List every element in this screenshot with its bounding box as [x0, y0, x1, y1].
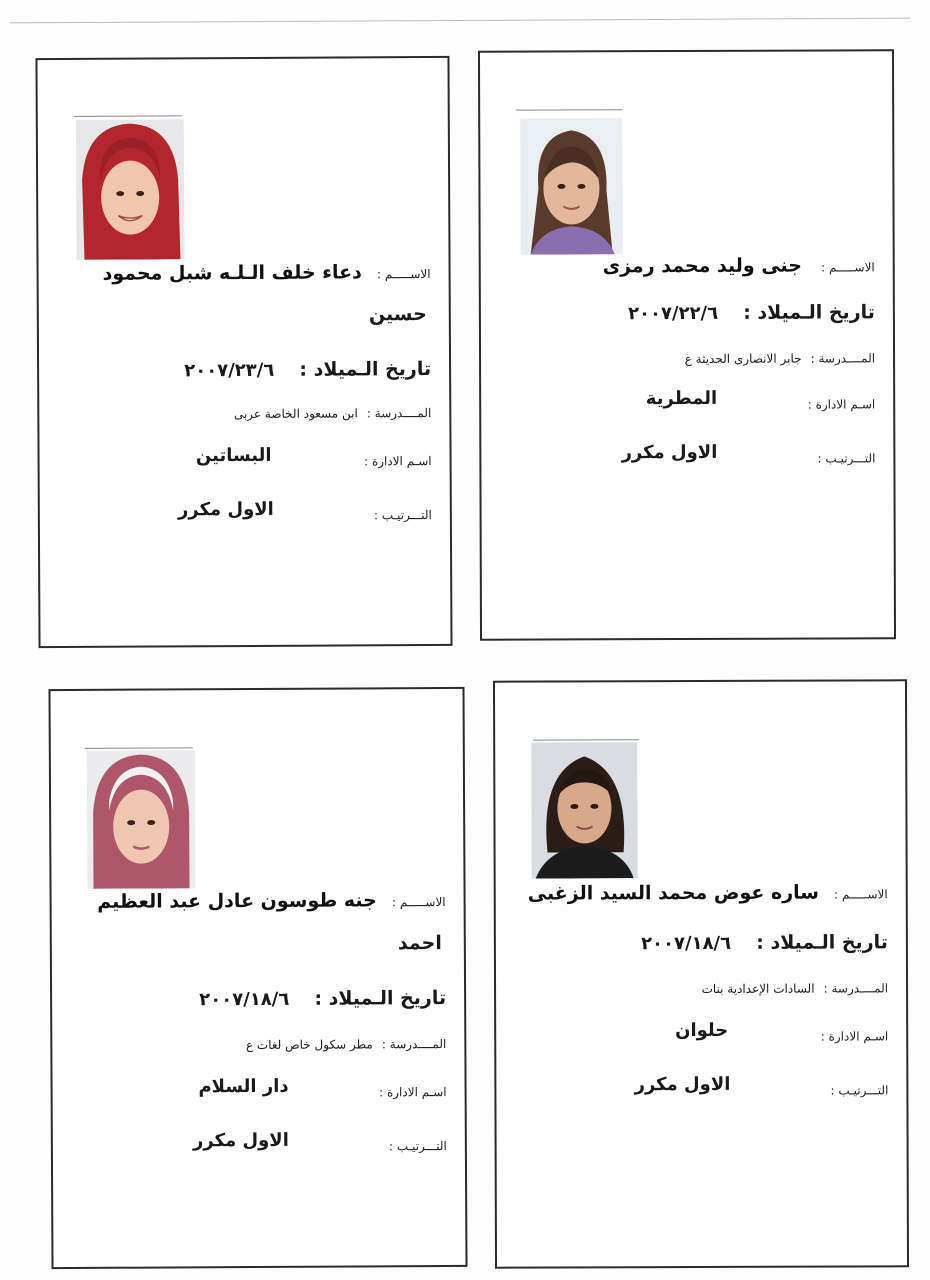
student-card-1 [478, 49, 896, 640]
school-value: ابن مسعود الخاصة عربى [233, 406, 358, 422]
school-label: المــــدرسة : [366, 406, 432, 421]
admin-value: حلوان [675, 1019, 729, 1042]
admin-label-row [364, 450, 432, 469]
student-name: جنى وليد محمد رمزى [602, 254, 803, 278]
admin-label: اسـم الادارة : [807, 397, 876, 412]
rank-label: التـــرتيـب : [830, 1083, 889, 1098]
student-photo [531, 742, 637, 878]
scan-top-line [10, 18, 910, 24]
name-label: الاســـــم : [391, 895, 446, 910]
dob-value: ٢٠٠٧/١٨/٦ [199, 988, 290, 1011]
admin-label-row [808, 393, 876, 412]
school-value: جابر الانصارى الحديثة ع [684, 351, 802, 367]
photo-edge [85, 747, 193, 749]
admin-label: اسـم الادارة : [820, 1029, 889, 1044]
student-name: ساره عوض محمد السيد الزغبى [527, 881, 820, 905]
school-row [685, 347, 875, 367]
name-row [528, 881, 888, 904]
student-photo [87, 750, 196, 889]
dob-label: تاريخ الـميلاد : [314, 987, 447, 1010]
school-row [702, 977, 889, 997]
admin-value: دار السلام [198, 1075, 289, 1098]
dob-value: ٢٠٠٧/٢٣/٦ [184, 359, 275, 382]
dob-row [628, 301, 875, 324]
admin-label-row [379, 1081, 447, 1100]
student-photo [76, 119, 185, 260]
admin-label-row [821, 1025, 889, 1044]
school-row [246, 1033, 447, 1053]
rank-value: الاول مكرر [192, 1129, 289, 1152]
photo-edge [516, 109, 622, 110]
student-name: دعاء خلف الـلـه شبل محمود [102, 261, 362, 285]
school-label: المــــدرسة : [823, 981, 889, 996]
dob-label: تاريخ الـميلاد : [756, 931, 888, 954]
admin-value: البساتين [195, 444, 272, 467]
dob-label: تاريخ الـميلاد : [743, 301, 875, 324]
photo-edge [533, 739, 639, 740]
student-card-3 [493, 679, 909, 1268]
rank-label: التـــرتيـب : [373, 508, 432, 523]
name-label: الاســـــم : [821, 260, 875, 275]
school-row [234, 402, 431, 422]
name-label: الاســـــم : [376, 267, 431, 282]
admin-label: اسـم الادارة : [379, 1085, 447, 1100]
student-name-line2: حسين [368, 303, 427, 326]
student-photo [520, 118, 622, 254]
student-card-2 [35, 56, 452, 648]
rank-label-row [830, 1079, 888, 1098]
dob-row [199, 987, 446, 1010]
rank-value: الاول مكرر [621, 441, 718, 464]
dob-label: تاريخ الـميلاد : [299, 358, 432, 381]
name-label: الاســـــم : [834, 887, 888, 902]
photo-edge [74, 115, 182, 117]
rank-label-row [389, 1135, 447, 1154]
name-row [603, 254, 875, 277]
rank-label-row [374, 504, 432, 523]
name-row [97, 889, 446, 913]
admin-label: اسـم الادارة : [364, 454, 432, 469]
admin-value: المطرية [645, 387, 718, 410]
school-label: المــــدرسة : [381, 1037, 447, 1052]
student-name: جنه طوسون عادل عبد العظيم [97, 889, 377, 913]
dob-value: ٢٠٠٧/١٨/٦ [641, 932, 732, 955]
name-row [102, 261, 430, 285]
student-name-line2: احمد [397, 932, 442, 955]
rank-label: التـــرتيـب : [388, 1139, 447, 1154]
student-card-4 [48, 687, 467, 1269]
dob-row [184, 358, 431, 381]
rank-value: الاول مكرر [634, 1073, 731, 1096]
school-value: مطر سكول خاص لغات ع [245, 1037, 373, 1053]
school-label: المــــدرسة : [810, 351, 876, 366]
rank-label-row [817, 447, 875, 466]
rank-value: الاول مكرر [177, 498, 274, 521]
rank-label: التـــرتيـب : [817, 451, 876, 466]
dob-value: ٢٠٠٧/٢٢/٦ [628, 302, 719, 325]
dob-row [641, 931, 888, 954]
school-value: السادات الإعدادية بنات [701, 981, 815, 996]
